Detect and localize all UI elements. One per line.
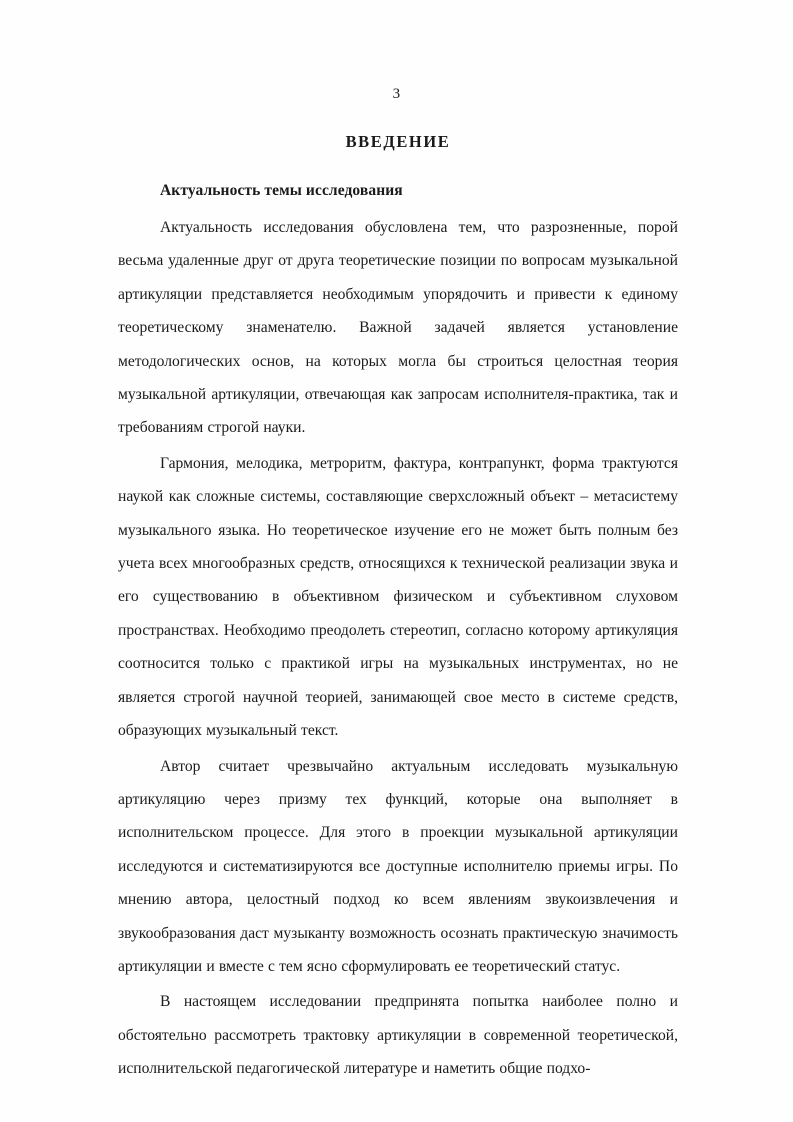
page-number: 3 (392, 86, 401, 102)
section-heading: Актуальность темы исследования (160, 182, 403, 199)
page-title: ВВЕДЕНИЕ (345, 132, 451, 151)
body-paragraph: В настоящем исследовании предпринята попытка наиболее полно и обстоятельно рассмотреть трактовку артикуляции в современной теоретической, исполнительской педагогической литературе и наметить общие подхо- (118, 993, 678, 1078)
page-content (118, 132, 678, 1086)
body-paragraph: Актуальность исследования обусловлена тем, что разрозненные, порой весьма удаленные друг от друга теоретические позиции по вопросам музыкальной артикуляции представляется необходимым упорядочить и привести к единому теоретическому знаменателю. Важной задачей является установление методологических основ, на которых могла бы строиться целостная теория музыкальной артикуляции, отвечающая как запросам исполнителя-практика, так и требованиям строгой науки. (118, 219, 678, 437)
body-paragraph: Гармония, мелодика, метроритм, фактура, контрапункт, форма трактуются наукой как сложные системы, составляющие сверхсложный объект – метасистему музыкального языка. Но теоретическое изучение его не может быть полным без учета всех многообразных средств, относящихся к технической реализации звука и его существованию в объективном физическом и субъективном слуховом пространствах. Необходимо преодолеть стереотип, согласно которому артикуляция соотносится только с практикой игры на музыкальных инструментах, но не является строгой научной теорией, занимающей свое место в системе средств, образующих музыкальный текст. (118, 454, 678, 740)
body-paragraph: Автор считает чрезвычайно актуальным исследовать музыкальную артикуляцию через призму тех функций, которые она выполняет в исполнительском процессе. Для этого в проекции музыкальной артикуляции исследуются и систематизируются все доступные исполнителю приемы игры. По мнению автора, целостный подход ко всем явлениям звукоизвлечения и звукообразования даст музыканту возможность осознать практическую значимость артикуляции и вместе с тем ясно сформулировать ее теоретический статус. (118, 757, 678, 975)
